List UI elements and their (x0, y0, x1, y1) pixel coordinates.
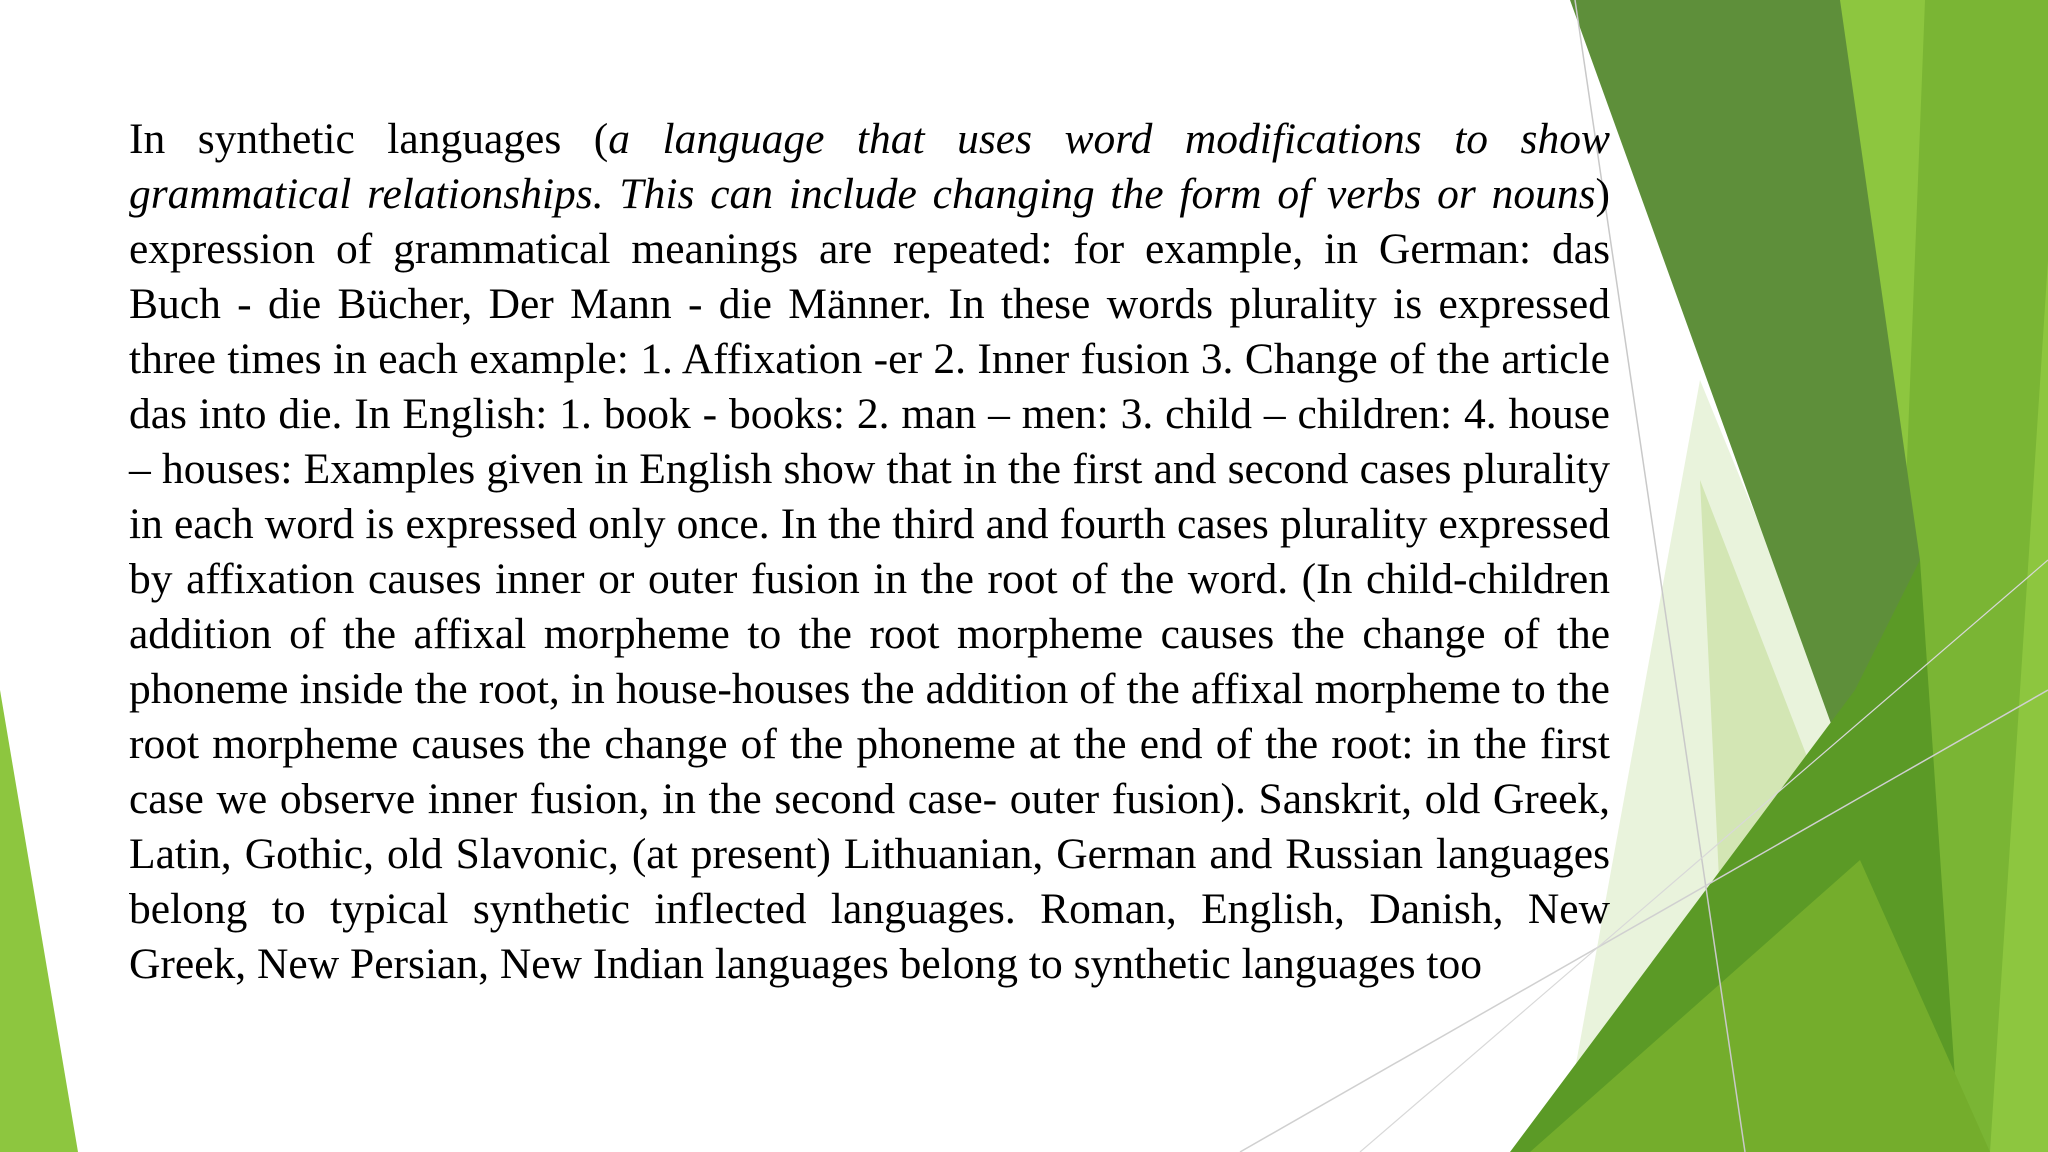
slide-body-paragraph (129, 112, 1610, 992)
paragraph-segment-1: In synthetic languages ( (129, 115, 609, 163)
left-green-sliver (0, 690, 78, 1152)
paragraph-italic-definition: a language that uses word modifications to show grammatical relationships. This can include changing the form of verbs or nouns (129, 115, 1610, 218)
paragraph-segment-3: ) expression of grammatical meanings are repeated: for example, in German: das Buch - die Bücher, Der Mann - die Männer. In these words plurality is expressed three times in each example: 1. Affixation -er 2. Inner fusion 3. Change of the article das into die. In English: 1. book - books: 2. man – men: 3. child – children: 4. house – houses: Examples given in English show that in the first and second cases plurality in each word is expressed only once. In the third and fourth cases plurality expressed by affixation causes inner or outer fusion in the root of the word. (In child-children addition of the affixal morpheme to the root morpheme causes the change of the phoneme inside the root, in house-houses the addition of the affixal morpheme to the root morpheme causes the change of the phoneme at the end of the root: in the first case we observe inner fusion, in the second case- outer fusion). Sanskrit, old Greek, Latin, Gothic, old Slavonic, (at present) Lithuanian, German and Russian languages belong to typical synthetic inflected languages. Roman, English, Danish, New Greek, New Persian, New Indian languages belong to synthetic languages too (129, 170, 1610, 988)
